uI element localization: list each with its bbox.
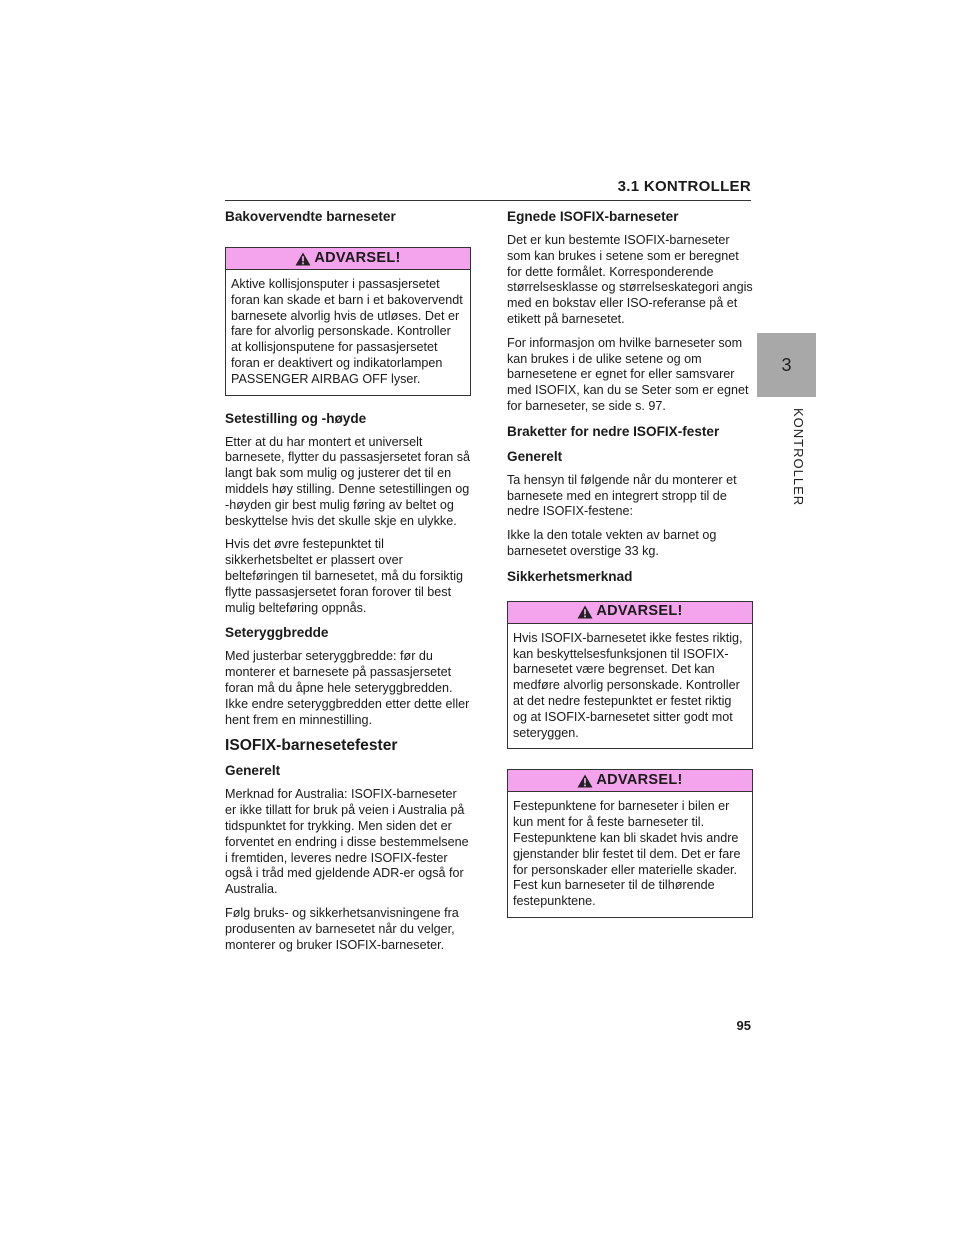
warning-text: Aktive kollisjonsputer i passasjersetet foran kan skade et barn i et bakovervendt barnesete alvorlig hvis de utløses. Det er fare for alvorlig personskade. Kontroller at kollisjonsputene for passasjersetet foran er deaktivert og indikatorlampen PASSENGER AIRBAG OFF lyser. — [231, 277, 463, 386]
left-column — [225, 208, 471, 961]
section-header: 3.1 KONTROLLER — [617, 178, 751, 195]
warning-header — [226, 248, 470, 270]
warning-title: ADVARSEL! — [596, 603, 683, 620]
chapter-label: KONTROLLER — [791, 408, 806, 507]
page-number: 95 — [736, 1018, 751, 1033]
paragraph-suitable-2: For informasjon om hvilke barneseter som kan brukes i de ulike setene og om barnesetene er egnet for eller samsvarer med ISOFIX, kan du se Seter som er egnet for barneseter, se side s. 97. — [507, 335, 749, 413]
heading-brackets: Braketter for nedre ISOFIX-fester — [507, 423, 720, 439]
heading-general-left: Generelt — [225, 763, 281, 779]
warning-text: Festepunktene for barneseter i bilen er kun ment for å feste barneseter til. Festepunktene kan bli skadet hvis andre gjenstander blir festet til dem. Det er fare for personskader eller materielle skader. Fest kun barneseter til de tilhørende festepunktene. — [513, 799, 741, 909]
right-column — [507, 208, 753, 932]
heading-backrest-width: Seteryggbredde — [225, 625, 329, 641]
warning-triangle-icon — [577, 774, 593, 788]
warning-text: Hvis ISOFIX-barnesetet ikke festes riktig, kan beskyttelsesfunksjonen til ISOFIX-barnesetet være begrenset. Det kan medføre alvorlig personskade. Kontroller at det nedre festepunktet er festet riktig og at ISOFIX-barnesetet sitter godt mot seteryggen. — [513, 630, 743, 740]
paragraph-backrest: Med justerbar seteryggbredde: før du monterer et barnesete på passasjersetet foran må du åpne hele seteryggbredden. Ikke endre seteryggbredden etter dette eller hent frem en minnestilling. — [225, 649, 470, 727]
warning-body — [226, 270, 470, 395]
paragraph-seat-1: Etter at du har montert et universelt barnesete, flytter du passasjersetet foran så langt bak som mulig og justerer det til en middels høy stilling. Denne setestillingen og -høyden gir best mulig føring av beltet og beskyttelse hvis det skulle skje en ulykke. — [225, 434, 471, 528]
warning-body — [508, 624, 752, 749]
heading-rear-facing: Bakovervendte barneseter — [225, 209, 396, 224]
warning-box-airbag — [225, 247, 471, 396]
warning-triangle-icon — [295, 252, 311, 266]
paragraph-brackets-1: Ta hensyn til følgende når du monterer et barnesete med en integrert stropp til de nedre ISOFIX-festene: — [507, 472, 737, 519]
heading-safety-note: Sikkerhetsmerknad — [507, 568, 633, 584]
paragraph-seat-2: Hvis det øvre festepunktet til sikkerhetsbeltet er plassert over belteføringen til barnesetet, må du forsiktig flytte passasjersetet foran forover til best mulig belteføring oppnås. — [225, 537, 464, 615]
warning-header — [508, 602, 752, 624]
paragraph-suitable-1: Det er kun bestemte ISOFIX-barneseter som kan brukes i setene som er beregnet for dette formålet. Korresponderende størrelsesklasse og størrelseskategori angis med en bokstav eller ISO-referanse på et etikett på barnesetet. — [507, 233, 753, 326]
paragraph-brackets-2: Ikke la den totale vekten av barnet og barnesetet overstige 33 kg. — [507, 528, 717, 558]
paragraph-isofix-2: Følg bruks- og sikkerhetsanvisningene fra produsenten av barnesetet når du velger, monterer og bruker ISOFIX-barneseter. — [225, 905, 459, 952]
chapter-tab — [757, 333, 816, 397]
heading-isofix-mounts: ISOFIX-barnesetefester — [225, 737, 398, 755]
warning-triangle-icon — [577, 605, 593, 619]
warning-title: ADVARSEL! — [314, 249, 401, 266]
heading-general-right: Generelt — [507, 448, 563, 464]
header-rule — [225, 200, 751, 201]
warning-body — [508, 792, 752, 917]
chapter-number: 3 — [781, 354, 792, 375]
warning-header — [508, 770, 752, 792]
warning-box-anchor-points — [507, 769, 753, 918]
warning-title: ADVARSEL! — [596, 771, 683, 788]
paragraph-isofix-1: Merknad for Australia: ISOFIX-barneseter er ikke tillatt for bruk på veien i Australia på tidspunktet for trykking. Men siden det er forventet en endring i disse bestemmelsene i fremtiden, leveres nedre ISOFIX-fester også i tråd med gjeldende ADR-er også for Australia. — [225, 787, 469, 897]
heading-seat-position: Setestilling og -høyde — [225, 410, 367, 426]
heading-suitable-isofix: Egnede ISOFIX-barneseter — [507, 209, 679, 224]
warning-box-isofix — [507, 601, 753, 750]
